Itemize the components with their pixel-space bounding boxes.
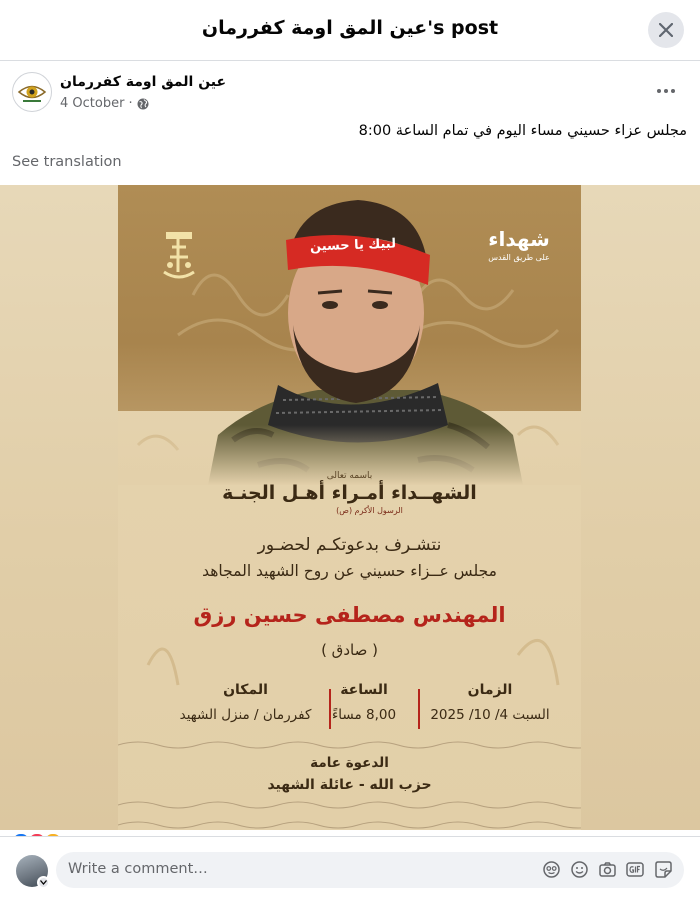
avatar-sticker-button[interactable] [542,860,560,878]
time-label: الزمان [467,682,513,698]
info-place [158,682,333,723]
post-image[interactable] [0,185,700,830]
close-icon [659,23,673,37]
user-avatar[interactable] [16,855,48,887]
meta-separator: · [128,96,133,111]
hezbollah-emblem-icon [156,227,202,287]
martyr-name: المهندس مصطفى حسين رزق [193,603,506,627]
emoji-button[interactable] [570,860,588,878]
comment-bar [0,836,700,904]
logo-small-text: على طريق القدس [488,253,550,262]
martyr-nickname: ( صادق ) [321,641,378,659]
eye-logo-icon [15,75,49,109]
quote-attribution: الرسول الأكرم (ص) [336,506,403,515]
more-icon [656,88,676,94]
martyrs-quote: الشهــداء أمـراء أهـل الجنـة [222,482,477,504]
place-value: كفررمان / منزل الشهيد [179,707,312,723]
martyrs-logo [483,227,555,269]
page-name[interactable]: عين المق اومة كفررمان [60,74,227,90]
gif-icon [626,862,644,877]
basmala: باسمه تعالى [326,471,373,481]
photo-button[interactable] [598,860,616,878]
hour-label: الساعة [340,682,388,698]
invitation-line: نتشـرف بدعوتكـم لحضـور [257,535,442,555]
more-options-button[interactable] [648,77,684,105]
post-meta [60,96,149,111]
page-avatar[interactable] [12,72,52,112]
time-value: السبت 4/ 10/ 2025 [430,707,550,723]
sticker-button[interactable] [654,860,672,878]
general-invite: الدعوة عامة [310,755,389,771]
emoji-icon [571,861,588,878]
dialog-title: عين المق اومة كفررمان's post [201,17,499,39]
see-translation-link[interactable]: See translation [12,154,122,170]
gif-button[interactable] [626,860,644,878]
info-time [420,682,560,723]
place-label: المكان [223,682,268,698]
post-text: مجلس عزاء حسيني مساء اليوم في تمام الساعة 8:00 [358,123,687,139]
hosts-line: حزب الله - عائلة الشهيد [267,777,432,793]
comment-placeholder: Write a comment… [68,861,208,877]
account-switch-badge[interactable] [37,876,50,889]
close-button[interactable] [648,12,684,48]
camera-icon [599,862,616,877]
logo-big-text: شهداء [488,227,550,251]
chevron-down-icon [40,880,47,885]
post-date[interactable]: 4 October [60,96,125,111]
headband-text: لبيك يا حسين [309,236,397,255]
memorial-poster [118,185,581,830]
comment-input[interactable] [56,852,684,888]
dialog-header [0,0,700,61]
info-separator [418,689,420,729]
majlis-line: مجلس عــزاء حسيني عن روح الشهيد المجاهد [202,562,497,580]
comment-tools [542,860,672,878]
post-header [0,61,700,181]
hour-value: 8,00 مساءً [331,707,397,723]
globe-icon [137,98,149,110]
sticker-icon [655,861,672,878]
avatar-icon [543,861,560,878]
